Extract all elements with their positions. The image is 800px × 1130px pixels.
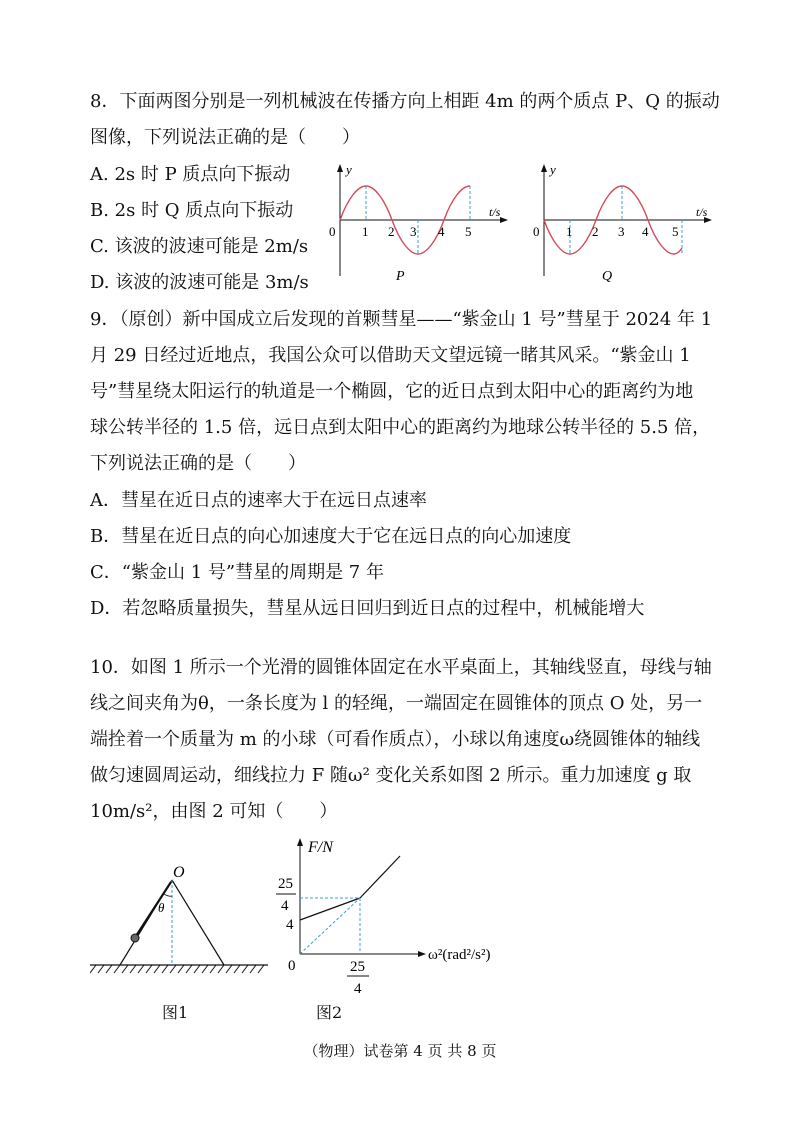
figure-1-caption: 图1 [162, 1003, 189, 1022]
graph-p-x-label: t/s [489, 205, 501, 219]
cone-angle-label: θ [158, 900, 165, 915]
q10-stem-line-1: 10．如图 1 所示一个光滑的圆锥体固定在水平桌面上，其轴线竖直，母线与轴 [90, 657, 712, 678]
q8-stem-line-1: 8．下面两图分别是一列机械波在传播方向上相距 4m 的两个质点 P、Q 的振动 [90, 91, 720, 112]
force-graph-y-tick-den: 4 [281, 898, 289, 914]
force-graph-x-tick-num: 25 [350, 959, 365, 975]
graph-q-tick: 2 [592, 224, 599, 239]
graph-p-tick: 5 [465, 224, 472, 239]
q8-option-c[interactable]: C. 该波的波速可能是 2m/s [90, 236, 309, 257]
force-graph-x-label: ω²(rad²/s²) [428, 947, 491, 963]
force-graph-x-tick-den: 4 [354, 981, 362, 997]
force-graph [270, 828, 530, 1003]
cone-figure [90, 860, 270, 985]
graph-q-tick: 1 [566, 224, 573, 239]
q10-stem-line-2: 线之间夹角为θ，一条长度为 l 的轻绳，一端固定在圆锥体的顶点 O 处，另一 [90, 693, 703, 714]
graph-q-x-label: t/s [696, 205, 708, 219]
graph-p-y-label: y [346, 162, 352, 177]
q8-option-a[interactable]: A. 2s 时 P 质点向下振动 [90, 164, 291, 185]
q9-stem-line-4: 球公转半径的 1.5 倍，远日点到太阳中心的距离约为地球公转半径的 5.5 倍， [90, 417, 711, 438]
graph-q-y-label: y [550, 162, 556, 177]
graph-p-tick: 0 [329, 224, 336, 239]
force-graph-y-tick-num: 25 [278, 876, 293, 892]
graph-q-tick: 4 [642, 224, 649, 239]
figure-2-caption: 图2 [316, 1003, 343, 1022]
q9-stem-line-1: 9．（原创）新中国成立后发现的首颗彗星——“紫金山 1 号”彗星于 2024 年 1 [90, 309, 713, 330]
q9-option-b[interactable]: B．彗星在近日点的向心加速度大于它在远日点的向心加速度 [90, 526, 572, 547]
force-graph-y-tick-4: 4 [286, 917, 294, 933]
q9-stem-line-3: 号”彗星绕太阳运行的轨道是一个椭圆，它的近日点到太阳中心的距离约为地 [90, 381, 694, 402]
force-graph-origin: 0 [288, 958, 296, 974]
q9-stem-line-2: 月 29 日经过近地点，我国公众可以借助天文望远镜一睹其风采。“紫金山 1 [90, 345, 691, 366]
q9-option-d[interactable]: D．若忽略质量损失，彗星从远日回归到近日点的过程中，机械能增大 [90, 598, 645, 619]
graph-p-caption: P [396, 269, 405, 284]
q8-option-b[interactable]: B. 2s 时 Q 质点向下振动 [90, 200, 294, 221]
cone-apex-label: O [173, 864, 185, 881]
graph-q-caption: Q [602, 269, 613, 284]
force-graph-y-label: F/N [308, 839, 333, 856]
q9-option-c[interactable]: C．“紫金山 1 号”彗星的周期是 7 年 [90, 562, 384, 583]
page-footer: （物理）试卷第 4 页 共 8 页 [303, 1042, 497, 1060]
q10-stem-line-3: 端拴着一个质量为 m 的小球（可看作质点），小球以角速度ω绕圆锥体的轴线 [90, 729, 701, 750]
graph-p-tick: 3 [410, 224, 417, 239]
vibration-graph-p [318, 158, 518, 288]
graph-p-tick: 4 [438, 224, 445, 239]
graph-q-tick: 0 [533, 224, 540, 239]
vibration-graph-q [522, 158, 722, 288]
graph-q-tick: 5 [672, 224, 679, 239]
graph-p-tick: 2 [388, 224, 395, 239]
q9-stem-line-5: 下列说法正确的是（ ） [90, 453, 306, 474]
graph-q-tick: 3 [618, 224, 625, 239]
q8-option-d[interactable]: D. 该波的波速可能是 3m/s [90, 272, 309, 293]
q9-option-a[interactable]: A．彗星在近日点的速率大于在远日点速率 [90, 490, 427, 511]
q10-stem-line-5: 10m/s²，由图 2 可知（ ） [90, 801, 338, 822]
q10-stem-line-4: 做匀速圆周运动，细线拉力 F 随ω² 变化关系如图 2 所示。重力加速度 g 取 [90, 765, 692, 786]
graph-p-tick: 1 [362, 224, 369, 239]
q8-stem-line-2: 图像，下列说法正确的是（ ） [90, 127, 360, 148]
